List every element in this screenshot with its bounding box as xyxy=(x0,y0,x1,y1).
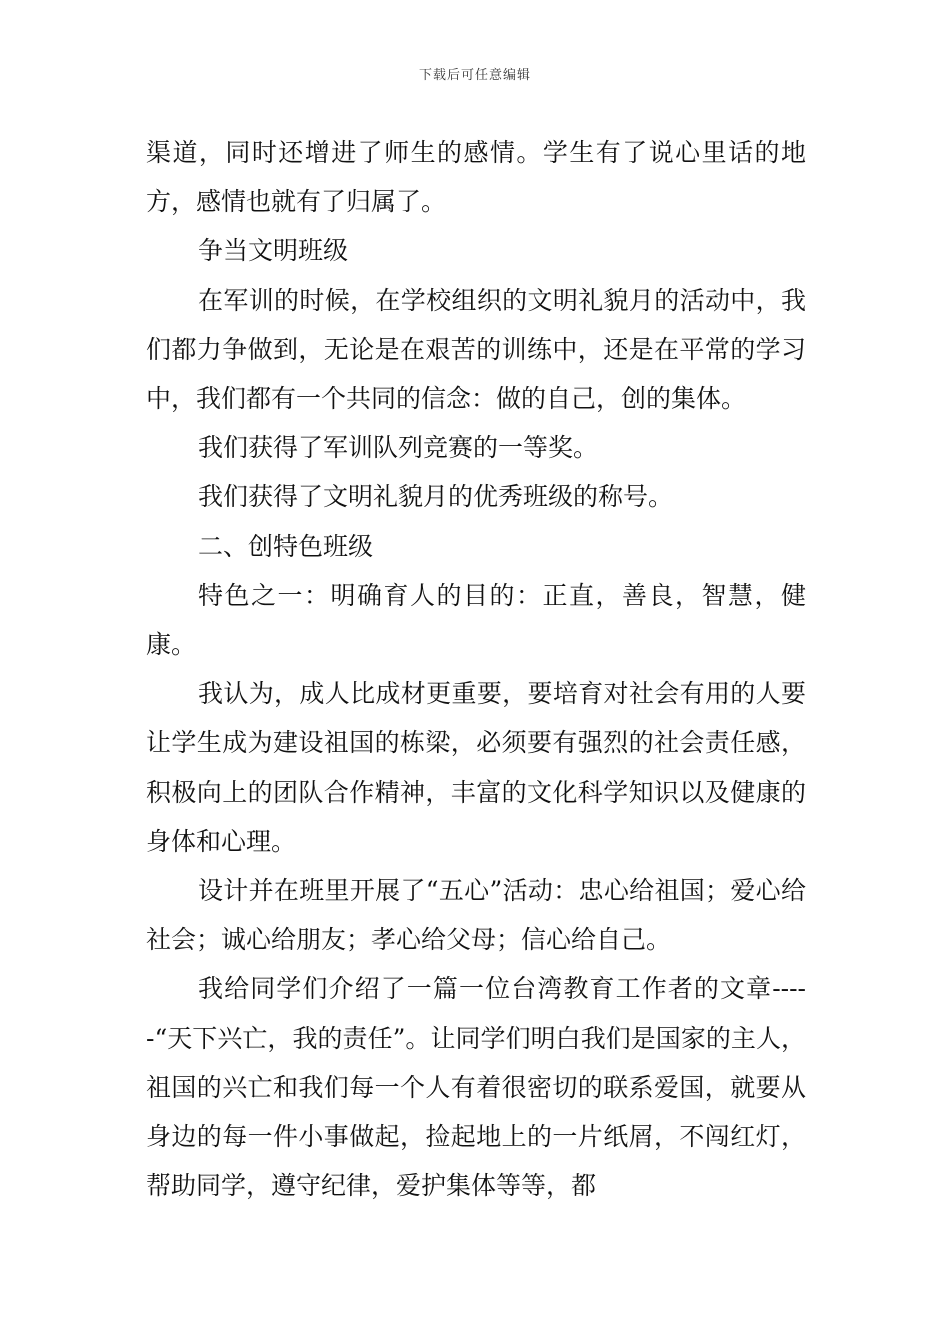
paragraph-6: 二、创特色班级 xyxy=(198,531,374,561)
paragraph-3: 在军训的时候，在学校组织的文明礼貌月的活动中，我们都力争做到，无论是在艰苦的训练中，还是在平常的学习中，我们都有一个共同的信念：做的自己，创的集体。 xyxy=(146,285,806,414)
paragraph-4: 我们获得了军训队列竞赛的一等奖。 xyxy=(198,433,599,463)
paragraph-5: 我们获得了文明礼貌月的优秀班级的称号。 xyxy=(198,482,674,512)
paragraph-7: 特色之一：明确育人的目的：正直，善良，智慧，健康。 xyxy=(146,580,806,660)
paragraph-2: 争当文明班级 xyxy=(198,236,349,266)
paragraph-1: 渠道，同时还增进了师生的感情。学生有了说心里话的地方，感情也就有了归属了。 xyxy=(146,138,806,217)
page-header: 下载后可任意编辑 xyxy=(418,68,531,83)
paragraph-9: 设计并在班里开展了“五心”活动：忠心给祖国；爱心给社会；诚心给朋友；孝心给父母；信心给自己。 xyxy=(146,876,806,955)
paragraph-8: 我认为，成人比成材更重要，要培育对社会有用的人要让学生成为建设祖国的栋梁，必须要有强烈的社会责任感，积极向上的团队合作精神，丰富的文化科学知识以及健康的身体和心理。 xyxy=(146,679,806,856)
paragraph-10: 我给同学们介绍了一篇一位台湾教育工作者的文章-----“天下兴亡，我的责任”。让同学们明白我们是国家的主人，祖国的兴亡和我们每一个人有着很密切的联系爱国，就要从身边的每一件小事做起，捡起地上的一片纸屑，不闯红灯，帮助同学，遵守纪律，爱护集体等等，都 xyxy=(146,974,806,1201)
document-body xyxy=(146,128,806,1210)
